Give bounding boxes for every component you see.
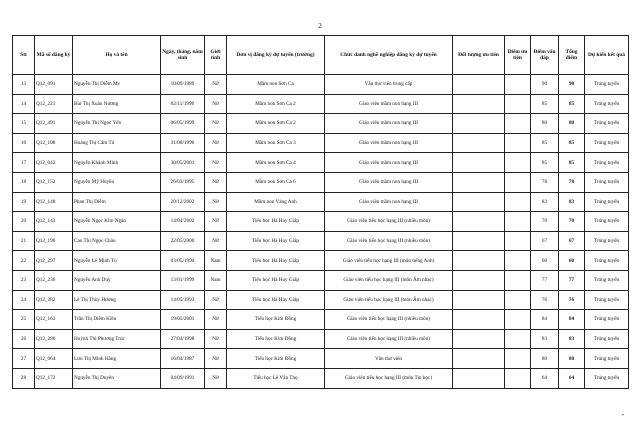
- row-stt: 21: [13, 231, 35, 251]
- row-dob: 14/05/1993: [161, 290, 205, 310]
- row-interview-score: 76: [531, 290, 559, 310]
- row-priority-score: [505, 94, 531, 114]
- row-total-score: 85: [559, 133, 585, 153]
- row-dob: 30/05/2001: [161, 153, 205, 173]
- column-header: Stt: [13, 36, 35, 75]
- column-header: Chức danh nghề nghiệp đăng ký dự tuyển: [325, 36, 453, 75]
- row-stt: 23: [13, 270, 35, 290]
- column-header: Họ và tên: [73, 36, 161, 75]
- row-name: Nguyễn Lê Minh Tú: [73, 251, 161, 271]
- row-priority-group: [453, 329, 505, 349]
- row-priority-score: [505, 310, 531, 330]
- row-interview-score: 80: [531, 114, 559, 134]
- row-name: Bùi Thị Xuân Nương: [73, 94, 161, 114]
- row-unit: Tiểu học Hà Huy Giáp: [227, 290, 325, 310]
- row-dob: 31/08/1996: [161, 133, 205, 153]
- row-name: Nguyễn Thị Diễm My: [73, 75, 161, 95]
- row-name: Cao Thị Ngọc Châu: [73, 231, 161, 251]
- column-header: Giới tính: [205, 36, 227, 75]
- row-gender: Nam: [205, 251, 227, 271]
- row-priority-group: [453, 251, 505, 271]
- row-position: Giáo viên mầm non hạng III: [325, 94, 453, 114]
- row-position: Giáo viên tiểu học hạng III (nhiều môn): [325, 329, 453, 349]
- row-code: Q12_108: [35, 133, 73, 153]
- row-name: Nguyễn Mỹ Huyền: [73, 172, 161, 192]
- row-total-score: 80: [559, 114, 585, 134]
- row-stt: 18: [13, 172, 35, 192]
- row-priority-group: [453, 153, 505, 173]
- row-dob: 26/03/1995: [161, 172, 205, 192]
- row-total-score: 85: [559, 153, 585, 173]
- row-name: Nguyễn Thị Duyên: [73, 368, 161, 388]
- row-interview-score: 80: [531, 349, 559, 369]
- row-name: Huỳnh Thị Phương Trúc: [73, 329, 161, 349]
- row-unit: Mầm non Vàng Anh: [227, 192, 325, 212]
- row-dob: 27/04/1998: [161, 329, 205, 349]
- row-gender: Nữ: [205, 329, 227, 349]
- row-priority-score: [505, 290, 531, 310]
- row-gender: Nữ: [205, 231, 227, 251]
- row-position: Giáo viên tiểu học hạng III (nhiều môn): [325, 212, 453, 232]
- table-row: [13, 192, 629, 212]
- row-stt: 22: [13, 251, 35, 271]
- row-stt: 17: [13, 153, 35, 173]
- row-total-score: 84: [559, 310, 585, 330]
- row-total-score: 64: [559, 368, 585, 388]
- row-result: Trúng tuyển: [585, 75, 629, 95]
- row-stt: 24: [13, 290, 35, 310]
- row-dob: 14/04/2002: [161, 212, 205, 232]
- row-code: Q12_286: [35, 329, 73, 349]
- row-priority-group: [453, 212, 505, 232]
- row-priority-score: [505, 212, 531, 232]
- table-row: [13, 75, 629, 95]
- row-priority-score: [505, 270, 531, 290]
- row-stt: 28: [13, 368, 35, 388]
- row-stt: 19: [13, 192, 35, 212]
- row-gender: Nữ: [205, 133, 227, 153]
- row-unit: Mầm non Sơn Ca 2: [227, 94, 325, 114]
- header-row: [13, 36, 629, 75]
- row-stt: 15: [13, 114, 35, 134]
- row-gender: Nữ: [205, 172, 227, 192]
- column-header: Tổng điểm: [559, 36, 585, 75]
- row-result: Trúng tuyển: [585, 310, 629, 330]
- row-interview-score: 83: [531, 192, 559, 212]
- row-code: Q12_221: [35, 94, 73, 114]
- row-gender: Nữ: [205, 290, 227, 310]
- row-result: Trúng tuyển: [585, 329, 629, 349]
- row-unit: Tiểu học Kim Đồng: [227, 349, 325, 369]
- row-code: Q12_042: [35, 153, 73, 173]
- row-code: Q12_491: [35, 114, 73, 134]
- row-dob: 03/05/1994: [161, 251, 205, 271]
- row-stt: 14: [13, 94, 35, 114]
- table-row: [13, 368, 629, 388]
- row-code: Q12_064: [35, 349, 73, 369]
- row-interview-score: 83: [531, 329, 559, 349]
- row-code: Q12_091: [35, 75, 73, 95]
- row-interview-score: 85: [531, 133, 559, 153]
- row-unit: Tiểu học Kim Đồng: [227, 329, 325, 349]
- row-gender: Nữ: [205, 212, 227, 232]
- row-interview-score: 67: [531, 231, 559, 251]
- row-result: Trúng tuyển: [585, 349, 629, 369]
- row-result: Trúng tuyển: [585, 114, 629, 134]
- row-name: Hoàng Thị Cẩm Tú: [73, 133, 161, 153]
- row-result: Trúng tuyển: [585, 133, 629, 153]
- row-position: Giáo viên tiểu học hạng III (môn Tin học): [325, 368, 453, 388]
- row-code: Q12_148: [35, 192, 73, 212]
- row-result: Trúng tuyển: [585, 212, 629, 232]
- row-priority-score: [505, 133, 531, 153]
- row-dob: 22/05/2000: [161, 231, 205, 251]
- row-name: Nguyễn Khánh Minh: [73, 153, 161, 173]
- column-header: Điểm vấn đáp: [531, 36, 559, 75]
- row-result: Trúng tuyển: [585, 251, 629, 271]
- table-row: [13, 94, 629, 114]
- row-name: Lê Thị Thùy Hương: [73, 290, 161, 310]
- row-priority-score: [505, 349, 531, 369]
- row-position: Giáo viên tiểu học hạng III (nhiều môn): [325, 231, 453, 251]
- row-code: Q12_196: [35, 231, 73, 251]
- row-name: Trần Thị Diễm Kiều: [73, 310, 161, 330]
- row-dob: 10/09/1989: [161, 75, 205, 95]
- row-gender: Nữ: [205, 114, 227, 134]
- row-dob: 16/04/1987: [161, 349, 205, 369]
- row-interview-score: 70: [531, 212, 559, 232]
- row-unit: Tiểu học Kim Đồng: [227, 310, 325, 330]
- row-dob: 13/01/1999: [161, 270, 205, 290]
- row-priority-group: [453, 270, 505, 290]
- row-interview-score: 90: [531, 75, 559, 95]
- row-name: Nguyễn Ngọc Kim Ngân: [73, 212, 161, 232]
- row-priority-group: [453, 75, 505, 95]
- row-position: Văn thư viên: [325, 349, 453, 369]
- row-code: Q12_172: [35, 368, 73, 388]
- row-interview-score: 77: [531, 270, 559, 290]
- row-total-score: 85: [559, 94, 585, 114]
- row-result: Trúng tuyển: [585, 153, 629, 173]
- row-result: Trúng tuyển: [585, 192, 629, 212]
- row-code: Q12_143: [35, 212, 73, 232]
- row-priority-score: [505, 153, 531, 173]
- row-priority-score: [505, 192, 531, 212]
- row-dob: 04/09/1991: [161, 368, 205, 388]
- page-number: 2: [318, 22, 322, 30]
- row-total-score: 60: [559, 251, 585, 271]
- row-gender: Nam: [205, 270, 227, 290]
- table-row: [13, 310, 629, 330]
- table-row: [13, 172, 629, 192]
- row-unit: Tiểu học Lê Văn Thọ: [227, 368, 325, 388]
- table-row: [13, 114, 629, 134]
- row-unit: Mầm non Sơn Ca: [227, 75, 325, 95]
- row-stt: 20: [13, 212, 35, 232]
- row-unit: Mầm non Sơn Ca 3: [227, 133, 325, 153]
- row-position: Giáo viên mầm non hạng III: [325, 153, 453, 173]
- row-priority-group: [453, 310, 505, 330]
- row-total-score: 83: [559, 329, 585, 349]
- row-dob: 02/11/1996: [161, 94, 205, 114]
- row-priority-score: [505, 114, 531, 134]
- row-result: Trúng tuyển: [585, 172, 629, 192]
- row-interview-score: 85: [531, 94, 559, 114]
- row-code: Q12_236: [35, 270, 73, 290]
- row-gender: Nữ: [205, 94, 227, 114]
- row-total-score: 77: [559, 270, 585, 290]
- row-position: Giáo viên mầm non hạng III: [325, 114, 453, 134]
- row-gender: Nữ: [205, 75, 227, 95]
- row-priority-group: [453, 290, 505, 310]
- row-priority-group: [453, 133, 505, 153]
- row-unit: Tiểu học Hà Huy Giáp: [227, 251, 325, 271]
- row-priority-score: [505, 251, 531, 271]
- row-position: Giáo viên tiểu học hạng III (môn tiếng Anh): [325, 251, 453, 271]
- row-priority-group: [453, 114, 505, 134]
- row-unit: Tiểu học Hà Huy Giáp: [227, 231, 325, 251]
- column-header: Mã số đăng ký: [35, 36, 73, 75]
- row-name: Phan Thị Diễm: [73, 192, 161, 212]
- table-row: [13, 329, 629, 349]
- row-gender: Nữ: [205, 349, 227, 369]
- row-dob: 19/05/2001: [161, 310, 205, 330]
- row-total-score: 90: [559, 75, 585, 95]
- row-priority-group: [453, 172, 505, 192]
- row-position: Giáo viên mầm non hạng III: [325, 133, 453, 153]
- row-priority-group: [453, 192, 505, 212]
- row-stt: 16: [13, 133, 35, 153]
- row-priority-score: [505, 75, 531, 95]
- corner-mark: •: [621, 413, 624, 419]
- column-header: Ngày, tháng, năm sinh: [161, 36, 205, 75]
- row-priority-group: [453, 368, 505, 388]
- row-stt: 25: [13, 310, 35, 330]
- row-priority-score: [505, 231, 531, 251]
- row-result: Trúng tuyển: [585, 270, 629, 290]
- table-row: [13, 231, 629, 251]
- row-unit: Mầm non Sơn Ca 4: [227, 153, 325, 173]
- row-priority-score: [505, 329, 531, 349]
- row-priority-score: [505, 368, 531, 388]
- row-name: Lưu Thị Minh Hằng: [73, 349, 161, 369]
- row-code: Q12_163: [35, 310, 73, 330]
- row-total-score: 78: [559, 172, 585, 192]
- row-stt: 13: [13, 75, 35, 95]
- row-unit: Mầm non Sơn Ca 6: [227, 172, 325, 192]
- row-priority-score: [505, 172, 531, 192]
- row-code: Q12_282: [35, 290, 73, 310]
- row-position: Giáo viên tiểu học hạng III (môn Âm nhạc): [325, 290, 453, 310]
- row-priority-group: [453, 231, 505, 251]
- row-total-score: 76: [559, 290, 585, 310]
- row-code: Q12_152: [35, 172, 73, 192]
- table-row: [13, 153, 629, 173]
- row-priority-group: [453, 94, 505, 114]
- results-table: [12, 35, 629, 389]
- row-unit: Tiểu học Hà Huy Giáp: [227, 270, 325, 290]
- row-interview-score: 64: [531, 368, 559, 388]
- row-gender: Nữ: [205, 153, 227, 173]
- column-header: Điểm ưu tiên: [505, 36, 531, 75]
- row-interview-score: 84: [531, 310, 559, 330]
- column-header: Đối tượng ưu tiên: [453, 36, 505, 75]
- table-row: [13, 270, 629, 290]
- table-row: [13, 212, 629, 232]
- row-gender: Nữ: [205, 368, 227, 388]
- row-total-score: 70: [559, 212, 585, 232]
- row-priority-group: [453, 349, 505, 369]
- row-unit: Mầm non Sơn Ca 2: [227, 114, 325, 134]
- row-dob: 20/12/2002: [161, 192, 205, 212]
- row-interview-score: 60: [531, 251, 559, 271]
- row-result: Trúng tuyển: [585, 94, 629, 114]
- column-header: Đơn vị đăng ký dự tuyển (trường): [227, 36, 325, 75]
- row-result: Trúng tuyển: [585, 231, 629, 251]
- row-gender: Nữ: [205, 192, 227, 212]
- table-row: [13, 349, 629, 369]
- row-position: Giáo viên mầm non hạng III: [325, 172, 453, 192]
- row-result: Trúng tuyển: [585, 368, 629, 388]
- row-result: Trúng tuyển: [585, 290, 629, 310]
- row-stt: 27: [13, 349, 35, 369]
- row-total-score: 83: [559, 192, 585, 212]
- row-name: Nguyễn Anh Duy: [73, 270, 161, 290]
- row-interview-score: 78: [531, 172, 559, 192]
- row-position: Giáo viên mầm non hạng III: [325, 192, 453, 212]
- row-stt: 26: [13, 329, 35, 349]
- column-header: Dự kiến kết quả: [585, 36, 629, 75]
- table-row: [13, 251, 629, 271]
- table-body: [13, 75, 629, 389]
- row-position: Giáo viên tiểu học hạng III (môn Âm nhạc): [325, 270, 453, 290]
- row-total-score: 80: [559, 349, 585, 369]
- row-interview-score: 85: [531, 153, 559, 173]
- row-unit: Tiểu học Hà Huy Giáp: [227, 212, 325, 232]
- row-code: Q12_297: [35, 251, 73, 271]
- row-position: Văn thư viên trung cấp: [325, 75, 453, 95]
- row-dob: 06/05/1999: [161, 114, 205, 134]
- table-row: [13, 290, 629, 310]
- row-gender: Nữ: [205, 310, 227, 330]
- table-row: [13, 133, 629, 153]
- row-name: Nguyễn Thị Ngọc Yến: [73, 114, 161, 134]
- row-position: Giáo viên tiểu học hạng III (nhiều môn): [325, 310, 453, 330]
- row-total-score: 67: [559, 231, 585, 251]
